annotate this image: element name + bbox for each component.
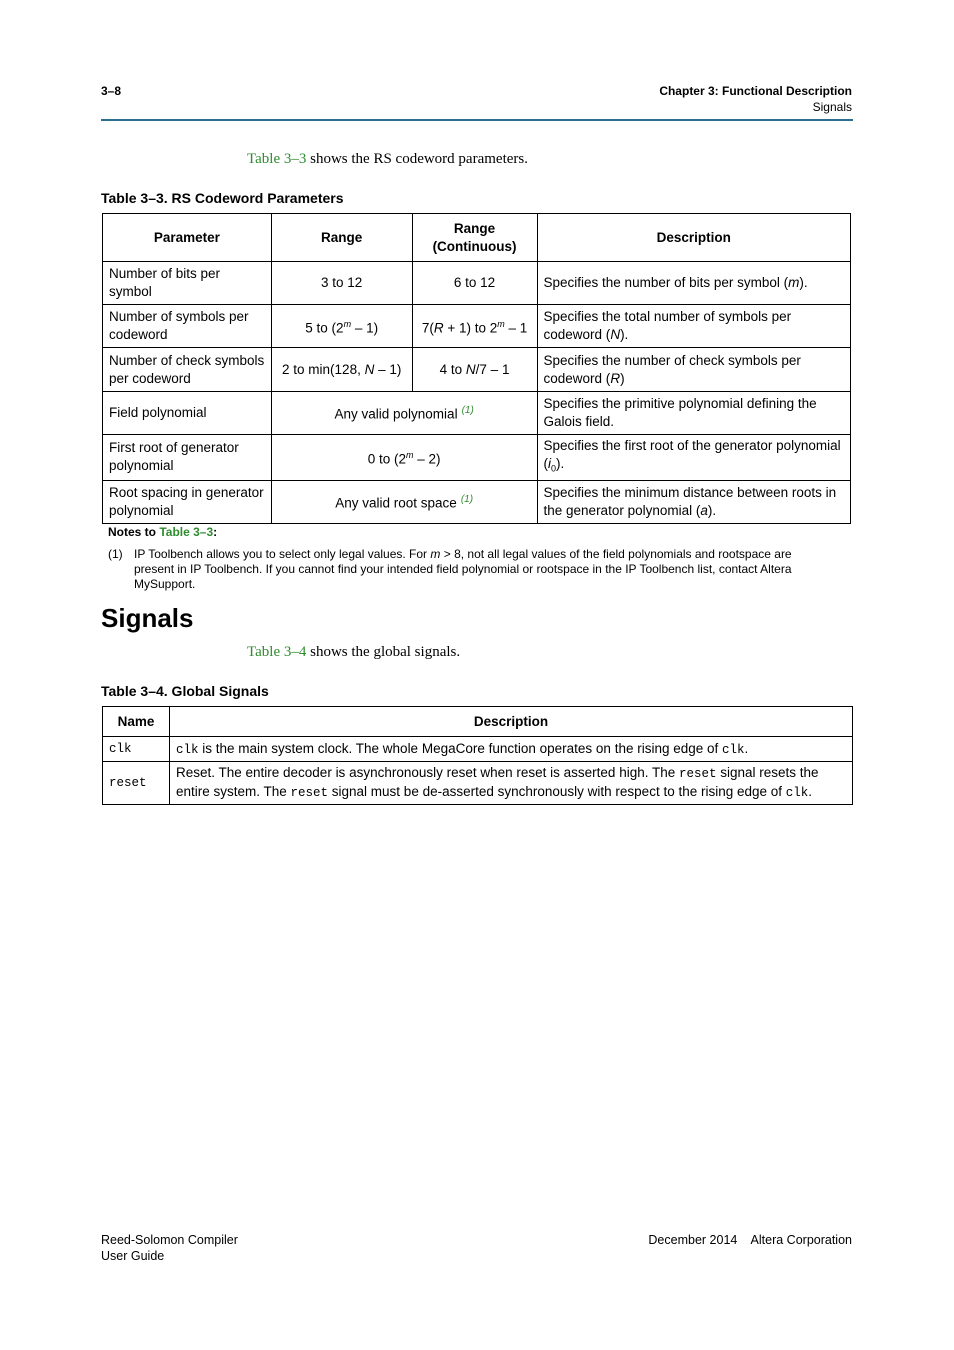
note-1-text: IP Toolbench allows you to select only legal values. For m > 8, not all legal values of the field polynomials and rootspace are present in IP Toolbench. If you cannot find your intended field polynomial or rootspace in the IP Toolbench list, contact Altera MySupport.: [134, 547, 792, 591]
col-header-description: Description: [169, 707, 852, 737]
description-cell: Specifies the first root of the generator polynomial $(i_0)$.: [537, 435, 850, 481]
col-header-range-continuous: Range (Continuous): [412, 214, 537, 262]
col-header-name: Name: [103, 707, 170, 737]
table-row: [103, 348, 851, 392]
signals-heading: Signals: [101, 603, 194, 633]
notes-table-link[interactable]: Table 3–3: [159, 525, 214, 539]
intro-paragraph-1: Table 3–3 shows the RS codeword parameters.: [247, 151, 528, 167]
param-cell: Field polynomial: [103, 392, 272, 435]
table-row: [103, 737, 853, 762]
table-row: [103, 392, 851, 435]
param-cell: Number of check symbols per codeword: [103, 348, 272, 392]
footer-right: December 2014 Altera Corporation: [648, 1233, 852, 1247]
range-continuous-cell: 6 to 12: [412, 262, 537, 305]
col-header-range: Range: [271, 214, 412, 262]
note-1-ref[interactable]: (1): [460, 493, 474, 505]
description-cell: Specifies the minimum distance between roots in the generator polynomial (a).: [537, 480, 850, 523]
param-cell: First root of generator polynomial: [103, 435, 272, 481]
global-signals-table: [102, 706, 853, 805]
section-title: Signals: [812, 100, 852, 114]
merged-range-cell: Any valid root space $^{(1)}$: [271, 480, 537, 523]
table-row: [103, 762, 853, 805]
param-cell: Number of bits per symbol: [103, 262, 272, 305]
footer-doc-type: User Guide: [101, 1249, 165, 1263]
merged-range-cell: Any valid polynomial $^{(1)}$: [271, 392, 537, 435]
param-cell: Number of symbols per codeword: [103, 305, 272, 348]
table-header-row: [103, 707, 853, 737]
table-row: [103, 305, 851, 348]
intro-paragraph-2: Table 3–4 shows the global signals.: [247, 644, 461, 660]
description-cell: Specifies the number of check symbols per codeword (R): [537, 348, 850, 392]
chapter-title: Chapter 3: Functional Description: [659, 84, 852, 98]
merged-range-cell: 0 to (2$^m$ – 2): [271, 435, 537, 481]
col-header-parameter: Parameter: [103, 214, 272, 262]
rs-codeword-table: [102, 213, 851, 524]
param-cell: Root spacing in generator polynomial: [103, 480, 272, 523]
table-3-3-caption: Table 3–3. RS Codeword Parameters: [101, 190, 344, 206]
range-continuous-cell: 4 to N/7 – 1: [412, 348, 537, 392]
page-number: 3–8: [101, 84, 122, 98]
range-cell: 3 to 12: [271, 262, 412, 305]
description-cell: Specifies the primitive polynomial defining the Galois field.: [537, 392, 850, 435]
table-3-4-link[interactable]: Table 3–4: [247, 644, 307, 660]
note-1-ref[interactable]: (1): [461, 405, 474, 417]
signal-name-cell: reset: [103, 762, 170, 805]
footer-product: Reed-Solomon Compiler: [101, 1233, 238, 1247]
range-cell: 2 to min(128, N – 1): [271, 348, 412, 392]
table-header-row: [103, 214, 851, 262]
table-row: [103, 435, 851, 481]
table-row: [103, 480, 851, 523]
range-cell: 5 to (2$^m$ – 1): [271, 305, 412, 348]
note-1-number: (1): [108, 547, 123, 561]
col-header-description: Description: [537, 214, 850, 262]
table-3-4-caption: Table 3–4. Global Signals: [101, 683, 269, 699]
table-row: [103, 262, 851, 305]
description-cell: Specifies the number of bits per symbol (m).: [537, 262, 850, 305]
notes-heading: Notes to Table 3–3:: [108, 525, 218, 539]
footer-left: [101, 1232, 238, 1264]
table-3-3-link[interactable]: Table 3–3: [247, 151, 307, 167]
range-continuous-cell: 7(R + 1) to 2$^m$ – 1: [412, 305, 537, 348]
description-cell: Specifies the total number of symbols per codeword (N).: [537, 305, 850, 348]
signal-description-cell: clk is the main system clock. The whole MegaCore function operates on the rising edge of clk.: [169, 737, 852, 762]
signal-name-cell: clk: [103, 737, 170, 762]
signal-description-cell: Reset. The entire decoder is asynchronously reset when reset is asserted high. The reset signal resets the entire system. The reset signal must be de-asserted synchronously with respect to the rising edge of clk.: [169, 762, 852, 805]
header-rule: [101, 119, 853, 121]
